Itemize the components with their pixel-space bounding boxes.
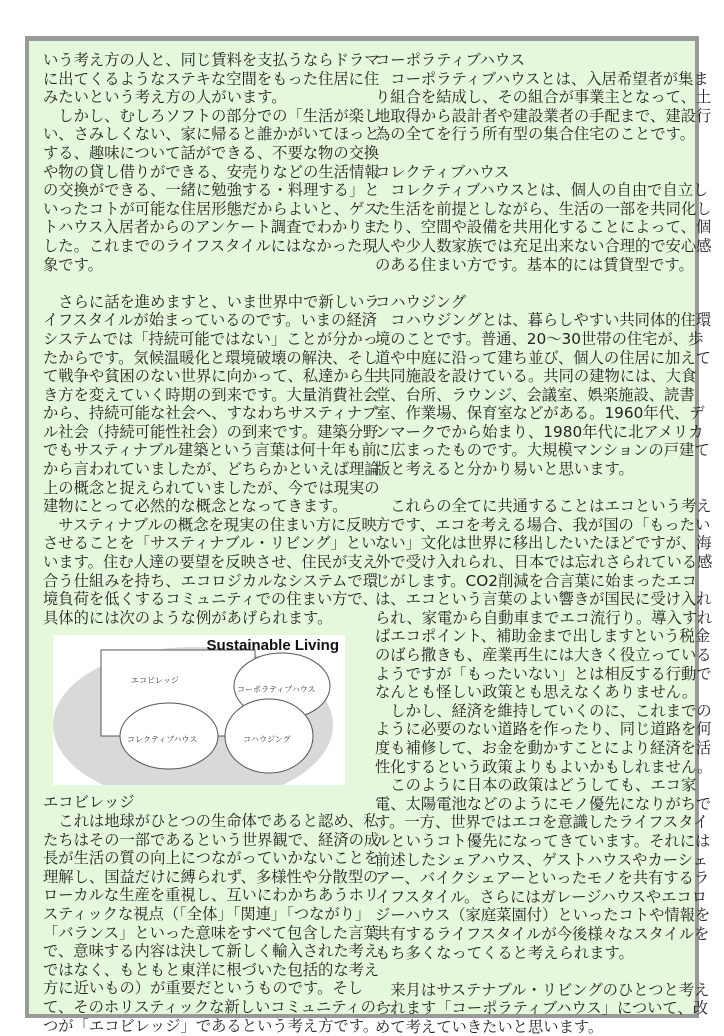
text-line: コハウジングとは、暮らしやすい共同体的住環 (375, 311, 712, 330)
text-line: しかし、経済を維持していくのに、これまでの (375, 701, 712, 720)
text-line: させることを「サスティナブル・リビング」とい (43, 534, 377, 553)
text-line: じがします。CO2削減を合言葉に始まったエコ (375, 571, 697, 590)
text-line: 道や中庭に沿って建ち並び、個人の住居に加えて (375, 348, 711, 367)
text-line: たり、空間や設備を共用化することによって、個 (375, 218, 712, 237)
text-line: 地取得から設計者や建設業者の手配まで、建設行 (375, 106, 712, 125)
text-line: られ、家電から自動車までエコ流行り。導入すれ (375, 608, 713, 627)
text-line: 共同施設を設けている。共同の建物には、大食 (375, 367, 697, 386)
text-line: 人や少人数家族では充足出来ない合理的で安心感 (375, 236, 712, 255)
text-line: に広まったものです。大規模マンションの戸建て (375, 441, 710, 460)
text-line: エコビレッジ (43, 793, 135, 812)
text-line: サスティナブルの概念を現実の住まい方に反映 (43, 515, 377, 534)
text-line: ルというコト優先になってきています。それには (375, 831, 711, 850)
text-line: 理解し、国益だけに縛られず、多様性や分散型の (43, 867, 379, 886)
text-line: 室、作業場、保育室などがある。1960年代、デ (375, 404, 705, 423)
text-line: 電、太陽電池などのようにモノ優先になりがちで (375, 794, 712, 813)
text-line: システムでは「持続可能ではない」ことが分かっ (43, 329, 379, 348)
text-line: き方を変えていく時期の到来です。大量消費社会 (43, 385, 379, 404)
label-cohousing: コハウジング (243, 735, 291, 745)
text-line: 建物にとって必然的な概念となってきます。 (43, 497, 348, 516)
page-frame (25, 36, 713, 1036)
text-line: イフスタイルが始まっているのです。いまの経済 (43, 311, 377, 330)
text-line: ばエコポイント、補助金まで出しますという税金 (375, 627, 711, 646)
text-line: これは地球がひとつの生命体であると認め、私 (43, 812, 379, 830)
text-line: 性化するという政策よりもよいかもしれません。 (375, 757, 713, 776)
text-line: コーポラティブハウスとは、入居希望者が集ま (375, 69, 709, 88)
text-line: いう考え方の人と、同じ賃料を支払うならドラマ (43, 51, 380, 69)
text-line: ように必要のない道路を作ったり、同じ道路を何 (375, 720, 712, 739)
diagram-title: Sustainable Living (206, 637, 339, 655)
text-line: コレクティブハウス (375, 162, 510, 181)
text-line: 来月はサステナブル・リビングのひとつと考え (375, 980, 710, 999)
text-line: 度も補修して、お金を動かすことにより経済を活 (375, 738, 712, 757)
text-line: しかし、むしろソフトの部分での「生活が楽し (43, 106, 380, 125)
text-line: ようですが「もったいない」とは相反する行動で (375, 664, 712, 683)
text-line: は、エコという言葉のよい響きが国民に受け入れ (375, 590, 712, 609)
text-line: 外で受け入れられ、日本では忘れさられている感 (375, 553, 713, 572)
text-line: なんとも怪しい政策とも思えなくありません。 (375, 683, 698, 702)
text-line: 堂、台所、ラウンジ、会議室、娯楽施設、読書 (375, 385, 695, 404)
text-line: たちはその一部であるという世界観で、経済の成 (43, 830, 380, 849)
text-line: もち多くなってくると考えられます。 (375, 943, 634, 962)
text-line: イフスタイル。さらにはガレージハウスやエコロ (375, 887, 708, 906)
sustainable-living-diagram (53, 635, 345, 785)
text-line: した。これまでのライフスタイルにはなかった現 (43, 236, 378, 255)
text-line: 方に近いもの）が重要だというものです。そし (43, 979, 364, 998)
blank-line (43, 274, 361, 293)
text-line: めて考えていきたいと思います。 (375, 1017, 604, 1036)
text-line: 版と考えると分かり易いと思います。 (375, 460, 634, 479)
text-line: に出てくるようなステキな空間をもった住居に住 (43, 69, 380, 88)
text-line: の交換ができる、一緒に勉強する・料理する」と (43, 181, 380, 200)
diagram-shapes (53, 635, 345, 785)
text-line: 上の概念と捉えられていましたが、今では現実の (43, 478, 380, 497)
text-line: これらの全てに共通することはエコという考え (375, 497, 712, 516)
blank-line (375, 479, 693, 498)
body-text-block-2 (43, 793, 392, 1035)
text-line: 合う仕組みを持ち、エコロジカルなシステムで環 (43, 571, 379, 590)
text-line: い、さみしくない、家に帰ると誰かがいてほっと (43, 125, 380, 144)
text-line: スティックな視点（「全体」「関連」「つながり」 (43, 904, 371, 923)
text-line: 長が生活の質の向上につながっていかないことを (43, 849, 380, 868)
text-line: 境のことです。普通、20～30世帯の住宅が、歩 (375, 329, 704, 348)
text-line: コレクティブハウスとは、個人の自由で自立し (375, 181, 709, 200)
text-line: つが「エコビレッジ」であるという考え方です。 (43, 1016, 379, 1035)
text-line: コーポラティブハウス (375, 51, 526, 69)
text-line: さらに話を進めますと、いま世界中で新しいラ (43, 292, 380, 311)
blank-line (375, 274, 693, 293)
text-line: 前述したシェアハウス、ゲストハウスやカーシェ (375, 850, 709, 869)
text-line: ない」文化は世界に移出したいたほどですが、海 (375, 534, 712, 553)
text-line: のある住まい方です。基本的には賃貸型です。 (375, 255, 694, 274)
text-line: や物の貸し借りができる、安売りなどの生活情報 (43, 162, 380, 181)
text-line: て、そのホリスティックな新しいコミュニティの一 (43, 997, 392, 1016)
text-line: たからです。気候温暖化と環境破壊の解決、そし (43, 348, 379, 367)
text-line: トハウス入居者からのアンケート調査でわかりま (43, 218, 378, 237)
body-text-block-right (375, 51, 713, 1036)
text-line: のばら撒きも、産業再生には大きく役立っている (375, 646, 712, 664)
text-line: 具体的には次のような例があげられます。 (43, 608, 333, 627)
text-line: みたいという考え方の人がいます。 (43, 88, 287, 107)
text-line: ンマークでから始まり、1980年代に北アメリカ (375, 422, 704, 441)
text-line: た生活を前提としながら、生活の一部を共同化し (375, 199, 712, 218)
label-cooperative-house: コーポラティブハウス (237, 685, 316, 695)
text-line: す。一方、世界ではエコを意識したライフスタイ (375, 813, 709, 832)
text-line: でもサスティナブル建築という言葉は何十年も前 (43, 441, 377, 460)
right-column (375, 51, 713, 1036)
label-collective-house: コレクティブハウス (127, 735, 198, 745)
text-line: いったコトが可能な住居形態だからよいと、ゲス (43, 199, 379, 218)
text-line: ジーハウス（家庭菜園付）といったコトや情報を (375, 906, 711, 925)
text-line: 為の全てを行う所有型の集合住宅のことです。 (375, 125, 696, 144)
text-line: 方です、エコを考える場合、我が国の「もったい (375, 515, 711, 534)
text-line: コハウジング (375, 292, 467, 311)
text-line: 象です。 (43, 255, 103, 274)
text-line: られます「コーポラティブハウス」について、改 (375, 999, 709, 1018)
text-line: て戦争や貧困のない世界に向かって、私達から生 (43, 367, 380, 386)
text-line: する、趣味について話ができる、不要な物の交換 (43, 143, 380, 162)
text-line: から、持続可能な社会へ、すなわちサスティナブ (43, 404, 378, 423)
text-line: ル社会（持続可能性社会）の到来です。建築分野 (43, 422, 379, 441)
text-line: アー、バイクシェアーといったモノを共有するラ (375, 869, 710, 888)
text-line: り組合を結成し、その組合が事業主となって、土 (375, 88, 712, 107)
text-line: このように日本の政策はどうしても、エコ家 (375, 776, 697, 795)
blank-line (375, 962, 693, 981)
text-line: から言われていましたが、どちらかといえば理論 (43, 460, 380, 479)
blank-line (375, 144, 693, 163)
text-line: 境負荷を低くするコミュニティでの住まい方で、 (43, 590, 378, 609)
text-line: 「バランス」といった意味をすべて包含した言葉 (43, 923, 379, 942)
text-line: で、意味する内容は決して新しく輸入された考え (43, 942, 380, 961)
label-ecovillage: エコビレッジ (131, 676, 179, 686)
body-text-block-1 (43, 51, 380, 627)
text-line: います。住む人達の要望を反映させ、住民が支え (43, 553, 378, 572)
text-line: 共有するライフスタイルが今後様々なスタイルを (375, 924, 710, 943)
left-column (43, 51, 392, 1035)
text-line: ではなく、もともと東洋に根づいた包括的な考え (43, 960, 380, 979)
text-line: ローカルな生産を重視し、互いにわかちあうホリ (43, 886, 380, 905)
